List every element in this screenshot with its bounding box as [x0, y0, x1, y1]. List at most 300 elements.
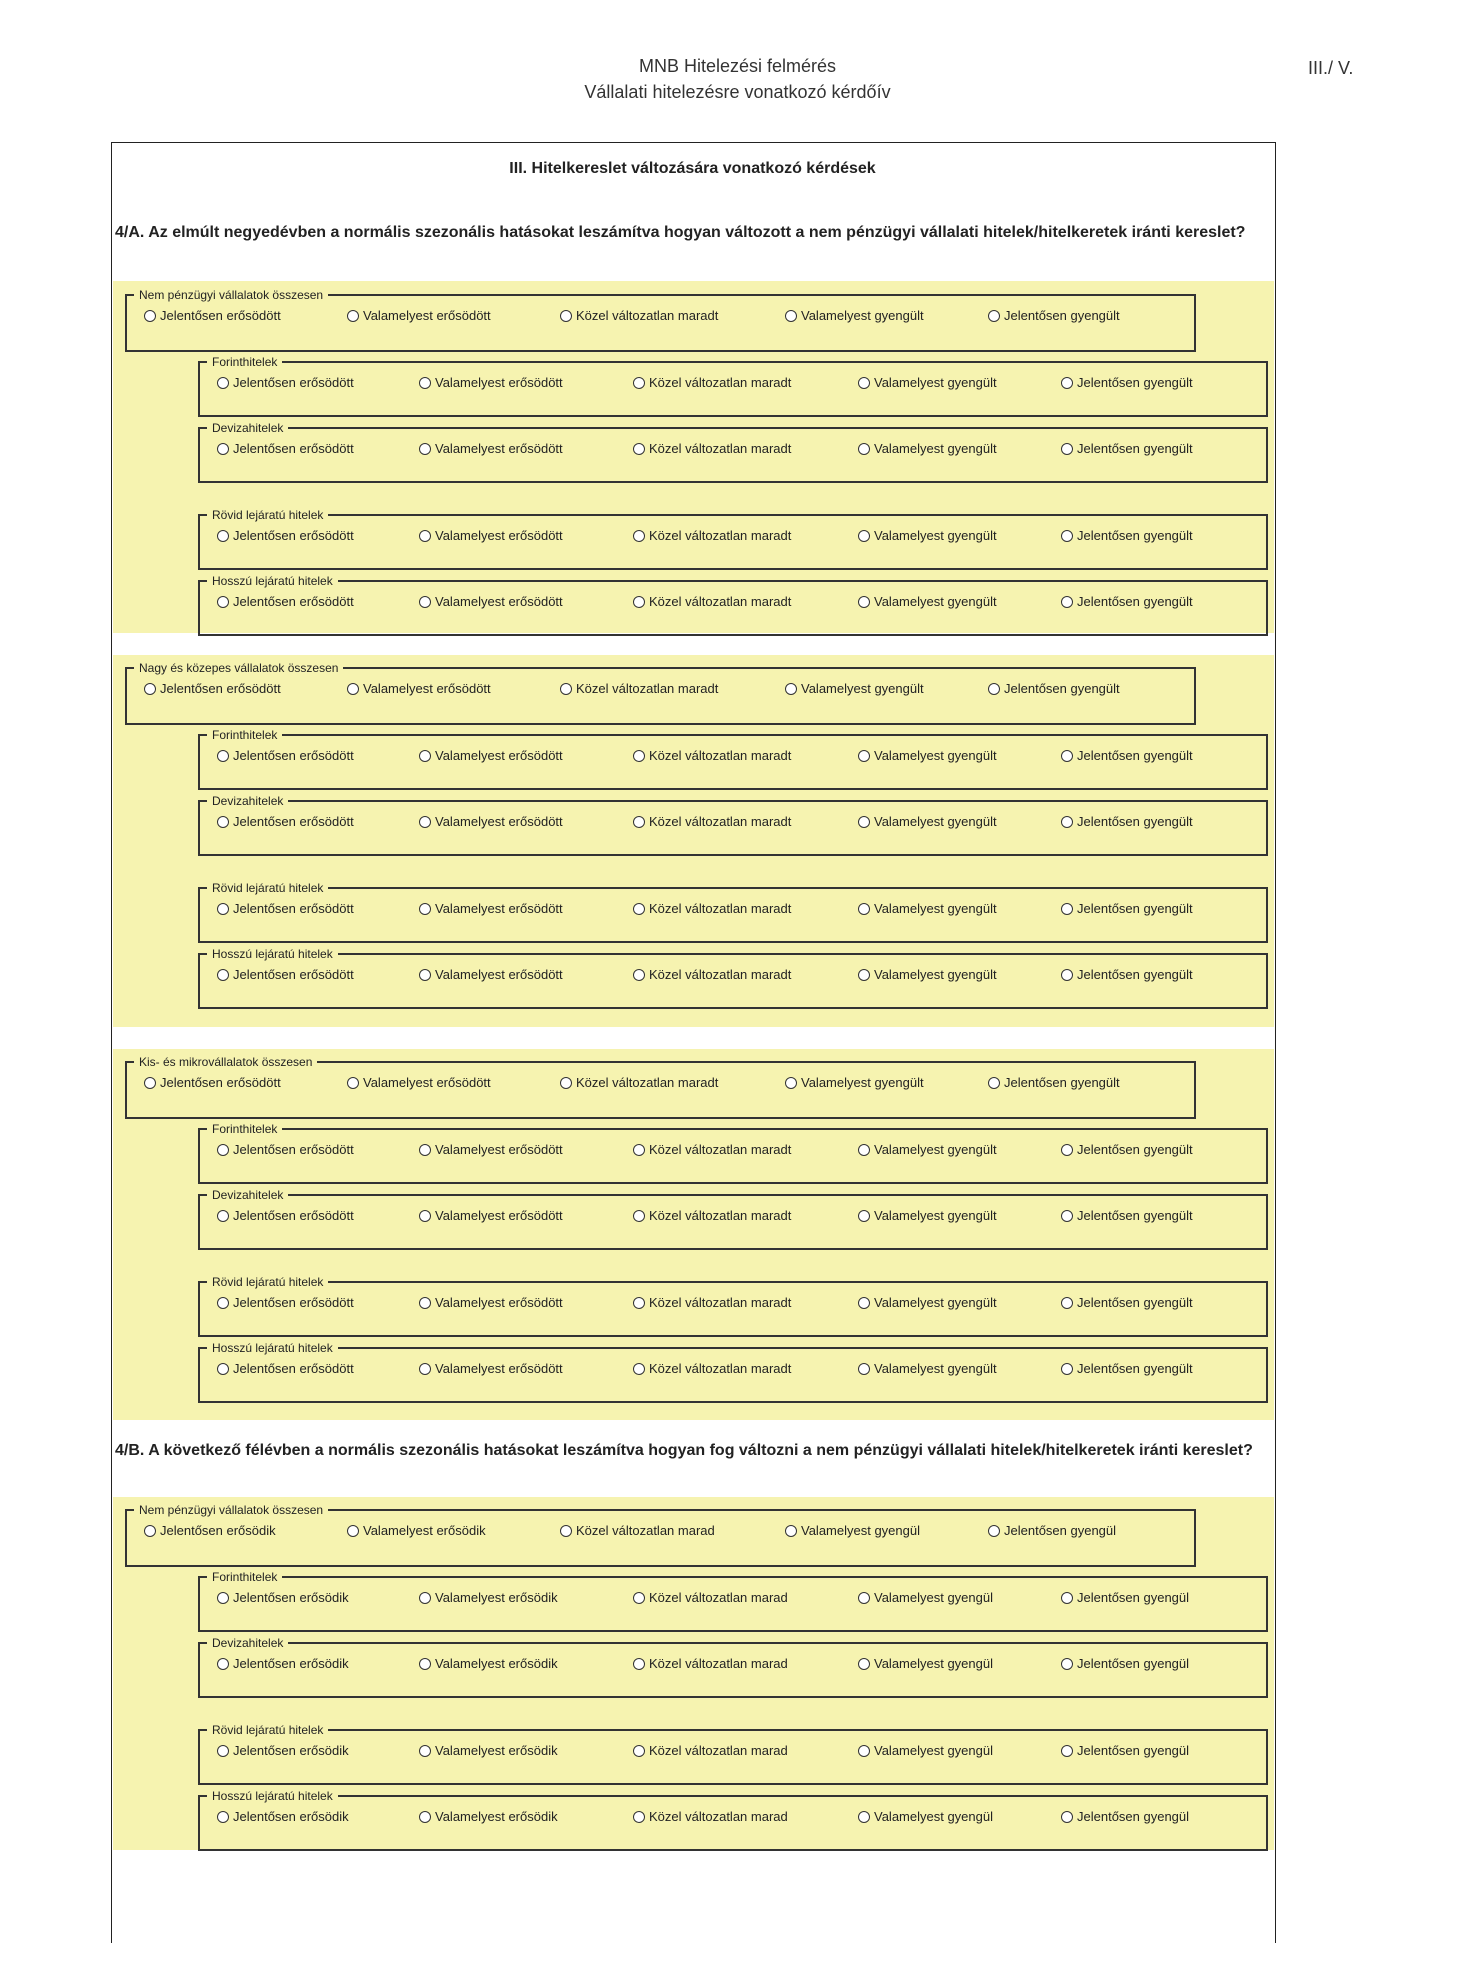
- radio-option[interactable]: [419, 1295, 563, 1310]
- radio-button-icon[interactable]: [217, 443, 229, 455]
- radio-option-label: Valamelyest erősödött: [435, 1208, 563, 1223]
- radio-option[interactable]: [1061, 1142, 1193, 1157]
- radio-option[interactable]: [988, 1075, 1120, 1090]
- radio-option[interactable]: [144, 308, 281, 323]
- radio-option[interactable]: [217, 594, 354, 609]
- radio-button-icon[interactable]: [633, 1144, 645, 1156]
- radio-option[interactable]: [988, 681, 1120, 696]
- radio-option-label: Jelentősen gyengült: [1077, 814, 1193, 829]
- radio-option[interactable]: [858, 1656, 993, 1671]
- radio-option[interactable]: [858, 1590, 993, 1605]
- radio-button-icon[interactable]: [419, 1811, 431, 1823]
- radio-button-icon[interactable]: [419, 1592, 431, 1604]
- radio-option-label: Közel változatlan marad: [576, 1523, 715, 1538]
- radio-option-label: Jelentősen erősödött: [233, 594, 354, 609]
- radio-option[interactable]: [1061, 1809, 1189, 1824]
- radio-option-label: Valamelyest gyengült: [874, 441, 997, 456]
- radio-button-icon[interactable]: [1061, 1210, 1073, 1222]
- radio-button-icon[interactable]: [1061, 1658, 1073, 1670]
- radio-option[interactable]: [419, 1809, 558, 1824]
- section-title: III. Hitelkereslet változására vonatkozó kérdések: [509, 160, 876, 177]
- radio-button-icon[interactable]: [560, 1077, 572, 1089]
- radio-button-icon[interactable]: [419, 903, 431, 915]
- radio-option[interactable]: [419, 1361, 563, 1376]
- radio-button-icon[interactable]: [858, 1297, 870, 1309]
- radio-button-icon[interactable]: [988, 1525, 1000, 1537]
- radio-button-icon[interactable]: [1061, 377, 1073, 389]
- radio-option[interactable]: [419, 814, 563, 829]
- group-legend: Nem pénzügyi vállalatok összesen: [134, 1502, 328, 1518]
- group-legend: Kis- és mikrovállalatok összesen: [134, 1054, 317, 1070]
- radio-option[interactable]: [560, 681, 718, 696]
- radio-option[interactable]: [633, 375, 791, 390]
- radio-option[interactable]: [217, 1361, 354, 1376]
- radio-button-icon[interactable]: [858, 443, 870, 455]
- loan-type-group: [198, 421, 1268, 483]
- group-legend: Forinthitelek: [207, 354, 282, 370]
- group-legend: Hosszú lejáratú hitelek: [207, 1788, 338, 1804]
- group-legend: Forinthitelek: [207, 727, 282, 743]
- radio-option[interactable]: [858, 594, 997, 609]
- radio-option[interactable]: [633, 1361, 791, 1376]
- radio-option[interactable]: [217, 1743, 349, 1758]
- radio-option[interactable]: [560, 1075, 718, 1090]
- radio-button-icon[interactable]: [419, 1210, 431, 1222]
- radio-button-icon[interactable]: [419, 1658, 431, 1670]
- radio-button-icon[interactable]: [217, 969, 229, 981]
- loan-type-group: [198, 1341, 1268, 1403]
- radio-option-label: Jelentősen erősödött: [233, 441, 354, 456]
- radio-option-label: Valamelyest gyengül: [874, 1656, 993, 1671]
- radio-option[interactable]: [217, 528, 354, 543]
- radio-option[interactable]: [633, 1142, 791, 1157]
- radio-button-icon[interactable]: [419, 969, 431, 981]
- radio-option-label: Valamelyest erősödött: [435, 1142, 563, 1157]
- radio-option-label: Jelentősen erősödött: [233, 748, 354, 763]
- radio-button-icon[interactable]: [633, 816, 645, 828]
- radio-button-icon[interactable]: [988, 1077, 1000, 1089]
- radio-option[interactable]: [419, 1590, 558, 1605]
- radio-button-icon[interactable]: [217, 816, 229, 828]
- radio-option[interactable]: [1061, 814, 1193, 829]
- radio-option[interactable]: [217, 375, 354, 390]
- radio-option-label: Valamelyest gyengült: [874, 901, 997, 916]
- radio-option[interactable]: [1061, 1743, 1189, 1758]
- radio-option[interactable]: [858, 748, 997, 763]
- radio-option[interactable]: [858, 967, 997, 982]
- radio-button-icon[interactable]: [1061, 1592, 1073, 1604]
- radio-option-label: Valamelyest erősödött: [363, 1075, 491, 1090]
- group-legend: Devizahitelek: [207, 793, 288, 809]
- radio-option-label: Közel változatlan maradt: [649, 814, 792, 829]
- radio-option[interactable]: [1061, 528, 1193, 543]
- radio-button-icon[interactable]: [217, 1658, 229, 1670]
- radio-option-label: Valamelyest gyengült: [874, 528, 997, 543]
- radio-option[interactable]: [217, 1656, 349, 1671]
- radio-button-icon[interactable]: [785, 1525, 797, 1537]
- radio-option[interactable]: [633, 967, 791, 982]
- question-text: 4/A. Az elmúlt negyedévben a normális szezonális hatásokat leszámítva hogyan változott a nem pénzügyi vállalati hitelek/hitelkeretek iránti kereslet?: [115, 224, 1246, 241]
- radio-button-icon[interactable]: [560, 683, 572, 695]
- radio-button-icon[interactable]: [347, 683, 359, 695]
- radio-button-icon[interactable]: [217, 1592, 229, 1604]
- radio-option-label: Valamelyest erősödött: [435, 528, 563, 543]
- radio-button-icon[interactable]: [217, 1745, 229, 1757]
- radio-option[interactable]: [1061, 1295, 1193, 1310]
- radio-button-icon[interactable]: [144, 1077, 156, 1089]
- radio-option-label: Valamelyest erősödött: [435, 967, 563, 982]
- radio-button-icon[interactable]: [633, 969, 645, 981]
- radio-button-icon[interactable]: [858, 1592, 870, 1604]
- radio-button-icon[interactable]: [858, 1144, 870, 1156]
- radio-button-icon[interactable]: [633, 750, 645, 762]
- radio-button-icon[interactable]: [858, 530, 870, 542]
- radio-option-label: Jelentősen erősödött: [160, 308, 281, 323]
- radio-button-icon[interactable]: [858, 596, 870, 608]
- radio-option-label: Valamelyest erősödött: [435, 814, 563, 829]
- group-legend: Rövid lejáratú hitelek: [207, 880, 328, 896]
- radio-option-label: Valamelyest gyengült: [874, 1208, 997, 1223]
- radio-button-icon[interactable]: [633, 1745, 645, 1757]
- radio-button-icon[interactable]: [419, 530, 431, 542]
- radio-option-label: Valamelyest erősödött: [435, 748, 563, 763]
- radio-option[interactable]: [144, 1523, 276, 1538]
- radio-option[interactable]: [217, 1208, 354, 1223]
- radio-option-label: Jelentősen erősödött: [233, 375, 354, 390]
- radio-option[interactable]: [347, 681, 491, 696]
- radio-option-label: Valamelyest erősödött: [435, 441, 563, 456]
- radio-option[interactable]: [988, 1523, 1116, 1538]
- group-legend: Hosszú lejáratú hitelek: [207, 946, 338, 962]
- questionnaire-subtitle: Vállalati hitelezésre vonatkozó kérdőív: [584, 82, 891, 102]
- radio-button-icon[interactable]: [1061, 596, 1073, 608]
- radio-button-icon[interactable]: [988, 310, 1000, 322]
- radio-option-label: Jelentősen gyengült: [1077, 967, 1193, 982]
- radio-option[interactable]: [419, 441, 563, 456]
- radio-button-icon[interactable]: [419, 1144, 431, 1156]
- radio-option[interactable]: [785, 1523, 920, 1538]
- radio-option-label: Valamelyest erősödött: [435, 1361, 563, 1376]
- radio-button-icon[interactable]: [217, 1210, 229, 1222]
- radio-option[interactable]: [858, 1208, 997, 1223]
- radio-option[interactable]: [419, 528, 563, 543]
- radio-button-icon[interactable]: [785, 1077, 797, 1089]
- radio-button-icon[interactable]: [560, 310, 572, 322]
- radio-button-icon[interactable]: [633, 530, 645, 542]
- radio-option[interactable]: [633, 748, 791, 763]
- radio-option[interactable]: [858, 441, 997, 456]
- radio-button-icon[interactable]: [1061, 816, 1073, 828]
- radio-option[interactable]: [633, 814, 791, 829]
- radio-button-icon[interactable]: [419, 816, 431, 828]
- radio-button-icon[interactable]: [633, 1210, 645, 1222]
- loan-type-group: [198, 728, 1268, 790]
- radio-option[interactable]: [419, 1142, 563, 1157]
- radio-button-icon[interactable]: [633, 443, 645, 455]
- radio-button-icon[interactable]: [217, 1144, 229, 1156]
- radio-option[interactable]: [858, 1361, 997, 1376]
- radio-option-label: Valamelyest gyengült: [801, 308, 924, 323]
- radio-button-icon[interactable]: [217, 1363, 229, 1375]
- radio-button-icon[interactable]: [1061, 530, 1073, 542]
- radio-button-icon[interactable]: [419, 1363, 431, 1375]
- category-total-group: [125, 661, 1196, 725]
- radio-option[interactable]: [633, 1656, 788, 1671]
- radio-button-icon[interactable]: [858, 816, 870, 828]
- radio-option-label: Jelentősen erősödött: [233, 1142, 354, 1157]
- radio-button-icon[interactable]: [1061, 1297, 1073, 1309]
- radio-button-icon[interactable]: [633, 1363, 645, 1375]
- radio-option-label: Valamelyest erősödik: [435, 1590, 558, 1605]
- radio-button-icon[interactable]: [347, 310, 359, 322]
- radio-option[interactable]: [144, 681, 281, 696]
- radio-option-label: Közel változatlan maradt: [649, 375, 792, 390]
- radio-button-icon[interactable]: [1061, 903, 1073, 915]
- radio-option-label: Közel változatlan marad: [649, 1590, 788, 1605]
- radio-button-icon[interactable]: [1061, 969, 1073, 981]
- radio-button-icon[interactable]: [1061, 1144, 1073, 1156]
- radio-option-label: Valamelyest gyengült: [874, 1361, 997, 1376]
- loan-type-group: [198, 1122, 1268, 1184]
- radio-button-icon[interactable]: [419, 750, 431, 762]
- radio-button-icon[interactable]: [858, 1210, 870, 1222]
- radio-option[interactable]: [633, 1590, 788, 1605]
- radio-option[interactable]: [633, 1295, 791, 1310]
- radio-option[interactable]: [1061, 748, 1193, 763]
- radio-option-label: Jelentősen gyengült: [1004, 308, 1120, 323]
- radio-option-label: Jelentősen gyengült: [1004, 1075, 1120, 1090]
- radio-option[interactable]: [858, 375, 997, 390]
- radio-option[interactable]: [419, 1743, 558, 1758]
- radio-option-label: Valamelyest gyengül: [801, 1523, 920, 1538]
- radio-option-label: Valamelyest erősödött: [363, 308, 491, 323]
- radio-option[interactable]: [560, 1523, 715, 1538]
- radio-button-icon[interactable]: [1061, 1745, 1073, 1757]
- page-number: III./ V.: [1308, 58, 1354, 78]
- radio-button-icon[interactable]: [217, 903, 229, 915]
- radio-button-icon[interactable]: [1061, 1363, 1073, 1375]
- radio-option[interactable]: [217, 1809, 349, 1824]
- radio-option[interactable]: [347, 1523, 486, 1538]
- radio-button-icon[interactable]: [1061, 750, 1073, 762]
- radio-button-icon[interactable]: [633, 377, 645, 389]
- radio-option[interactable]: [633, 528, 791, 543]
- radio-option-label: Jelentősen erősödik: [233, 1743, 349, 1758]
- radio-option[interactable]: [419, 967, 563, 982]
- radio-option-label: Jelentősen erősödik: [160, 1523, 276, 1538]
- radio-button-icon[interactable]: [419, 443, 431, 455]
- radio-button-icon[interactable]: [858, 377, 870, 389]
- radio-button-icon[interactable]: [988, 683, 1000, 695]
- radio-option[interactable]: [858, 901, 997, 916]
- radio-button-icon[interactable]: [217, 530, 229, 542]
- radio-option[interactable]: [1061, 1590, 1189, 1605]
- radio-option[interactable]: [217, 1295, 354, 1310]
- radio-option[interactable]: [217, 1590, 349, 1605]
- radio-button-icon[interactable]: [419, 377, 431, 389]
- radio-option-label: Jelentősen erősödik: [233, 1656, 349, 1671]
- radio-option[interactable]: [988, 308, 1120, 323]
- radio-button-icon[interactable]: [858, 1745, 870, 1757]
- radio-option[interactable]: [785, 308, 924, 323]
- radio-option-label: Valamelyest gyengül: [874, 1743, 993, 1758]
- radio-button-icon[interactable]: [347, 1525, 359, 1537]
- radio-option-label: Közel változatlan maradt: [649, 1361, 792, 1376]
- group-legend: Rövid lejáratú hitelek: [207, 507, 328, 523]
- radio-option[interactable]: [1061, 1361, 1193, 1376]
- question-text: 4/B. A következő félévben a normális szezonális hatásokat leszámítva hogyan fog változni a nem pénzügyi vállalati hitelek/hitelkeretek iránti kereslet?: [115, 1442, 1253, 1459]
- radio-button-icon[interactable]: [633, 1592, 645, 1604]
- radio-button-icon[interactable]: [144, 310, 156, 322]
- radio-button-icon[interactable]: [560, 1525, 572, 1537]
- radio-option[interactable]: [217, 1142, 354, 1157]
- radio-button-icon[interactable]: [217, 377, 229, 389]
- radio-option[interactable]: [1061, 441, 1193, 456]
- radio-option[interactable]: [419, 375, 563, 390]
- loan-type-group: [198, 1636, 1268, 1698]
- radio-option[interactable]: [217, 967, 354, 982]
- radio-button-icon[interactable]: [217, 750, 229, 762]
- radio-option-label: Jelentősen erősödött: [233, 1295, 354, 1310]
- radio-button-icon[interactable]: [217, 1297, 229, 1309]
- radio-button-icon[interactable]: [858, 1363, 870, 1375]
- radio-option[interactable]: [633, 901, 791, 916]
- radio-button-icon[interactable]: [419, 1297, 431, 1309]
- radio-option[interactable]: [419, 594, 563, 609]
- radio-option-label: Valamelyest erősödött: [435, 375, 563, 390]
- radio-option-label: Jelentősen erősödött: [160, 1075, 281, 1090]
- radio-option-label: Közel változatlan maradt: [649, 528, 792, 543]
- radio-button-icon[interactable]: [633, 596, 645, 608]
- radio-option[interactable]: [419, 1656, 558, 1671]
- radio-option[interactable]: [858, 1743, 993, 1758]
- radio-option-label: Közel változatlan maradt: [649, 441, 792, 456]
- radio-option-label: Közel változatlan maradt: [576, 308, 719, 323]
- radio-option[interactable]: [347, 1075, 491, 1090]
- group-legend: Nagy és közepes vállalatok összesen: [134, 660, 343, 676]
- radio-option-label: Jelentősen gyengült: [1077, 1142, 1193, 1157]
- radio-option[interactable]: [1061, 594, 1193, 609]
- radio-option[interactable]: [858, 1295, 997, 1310]
- radio-option-label: Jelentősen gyengült: [1077, 375, 1193, 390]
- loan-type-group: [198, 355, 1268, 417]
- radio-button-icon[interactable]: [633, 1297, 645, 1309]
- radio-option-label: Jelentősen gyengült: [1077, 1361, 1193, 1376]
- radio-option-label: Valamelyest gyengült: [801, 681, 924, 696]
- radio-option-label: Valamelyest gyengült: [874, 748, 997, 763]
- radio-button-icon[interactable]: [633, 1811, 645, 1823]
- radio-option[interactable]: [217, 748, 354, 763]
- radio-button-icon[interactable]: [633, 903, 645, 915]
- radio-option[interactable]: [858, 1142, 997, 1157]
- loan-type-group: [198, 1275, 1268, 1337]
- radio-option-label: Valamelyest erősödik: [435, 1743, 558, 1758]
- radio-option[interactable]: [633, 1208, 791, 1223]
- radio-option[interactable]: [217, 814, 354, 829]
- radio-button-icon[interactable]: [144, 683, 156, 695]
- radio-option[interactable]: [633, 441, 791, 456]
- loan-type-group: [198, 1789, 1268, 1851]
- loan-type-group: [198, 881, 1268, 943]
- radio-button-icon[interactable]: [1061, 443, 1073, 455]
- radio-button-icon[interactable]: [347, 1077, 359, 1089]
- radio-option-label: Valamelyest erősödött: [363, 681, 491, 696]
- radio-option-label: Jelentősen gyengült: [1077, 528, 1193, 543]
- radio-option[interactable]: [1061, 967, 1193, 982]
- radio-option-label: Valamelyest erősödött: [435, 1295, 563, 1310]
- radio-option[interactable]: [1061, 901, 1193, 916]
- radio-option[interactable]: [858, 528, 997, 543]
- radio-option-label: Közel változatlan marad: [649, 1809, 788, 1824]
- radio-option-label: Valamelyest gyengült: [874, 814, 997, 829]
- category-total-group: [125, 288, 1196, 352]
- radio-option-label: Jelentősen gyengült: [1077, 901, 1193, 916]
- radio-option-label: Jelentősen gyengül: [1077, 1809, 1190, 1824]
- loan-type-group: [198, 794, 1268, 856]
- radio-option[interactable]: [633, 1743, 788, 1758]
- radio-option-label: Valamelyest erősödött: [435, 594, 563, 609]
- radio-button-icon[interactable]: [858, 1658, 870, 1670]
- radio-option-label: Valamelyest gyengült: [874, 375, 997, 390]
- radio-option[interactable]: [419, 1208, 563, 1223]
- loan-type-group: [198, 947, 1268, 1009]
- radio-option-label: Jelentősen erősödött: [233, 901, 354, 916]
- group-legend: Devizahitelek: [207, 1635, 288, 1651]
- radio-option[interactable]: [1061, 375, 1193, 390]
- radio-option-label: Közel változatlan maradt: [649, 594, 792, 609]
- radio-button-icon[interactable]: [144, 1525, 156, 1537]
- radio-option[interactable]: [217, 441, 354, 456]
- radio-option-label: Közel változatlan maradt: [649, 748, 792, 763]
- radio-option[interactable]: [785, 681, 924, 696]
- radio-option-label: Közel változatlan maradt: [649, 1295, 792, 1310]
- radio-option-label: Valamelyest erősödik: [435, 1656, 558, 1671]
- radio-button-icon[interactable]: [858, 750, 870, 762]
- radio-button-icon[interactable]: [217, 1811, 229, 1823]
- radio-option[interactable]: [560, 308, 718, 323]
- radio-option-label: Jelentősen gyengült: [1077, 594, 1193, 609]
- radio-button-icon[interactable]: [858, 903, 870, 915]
- radio-option[interactable]: [144, 1075, 281, 1090]
- radio-option-label: Közel változatlan marad: [649, 1656, 788, 1671]
- radio-option[interactable]: [633, 594, 791, 609]
- radio-button-icon[interactable]: [858, 969, 870, 981]
- radio-option[interactable]: [858, 814, 997, 829]
- loan-type-group: [198, 508, 1268, 570]
- radio-button-icon[interactable]: [633, 1658, 645, 1670]
- radio-option[interactable]: [858, 1809, 993, 1824]
- radio-option[interactable]: [1061, 1656, 1189, 1671]
- radio-option-label: Jelentősen erősödött: [233, 814, 354, 829]
- radio-button-icon[interactable]: [785, 683, 797, 695]
- group-legend: Forinthitelek: [207, 1569, 282, 1585]
- radio-button-icon[interactable]: [419, 596, 431, 608]
- radio-option[interactable]: [785, 1075, 924, 1090]
- radio-button-icon[interactable]: [419, 1745, 431, 1757]
- radio-option[interactable]: [347, 308, 491, 323]
- radio-option[interactable]: [419, 901, 563, 916]
- radio-option[interactable]: [419, 748, 563, 763]
- radio-button-icon[interactable]: [217, 596, 229, 608]
- radio-button-icon[interactable]: [1061, 1811, 1073, 1823]
- radio-option[interactable]: [633, 1809, 788, 1824]
- radio-option[interactable]: [217, 901, 354, 916]
- radio-option-label: Jelentősen gyengült: [1077, 1208, 1193, 1223]
- radio-button-icon[interactable]: [858, 1811, 870, 1823]
- radio-option[interactable]: [1061, 1208, 1193, 1223]
- radio-option-label: Közel változatlan marad: [649, 1743, 788, 1758]
- radio-button-icon[interactable]: [785, 310, 797, 322]
